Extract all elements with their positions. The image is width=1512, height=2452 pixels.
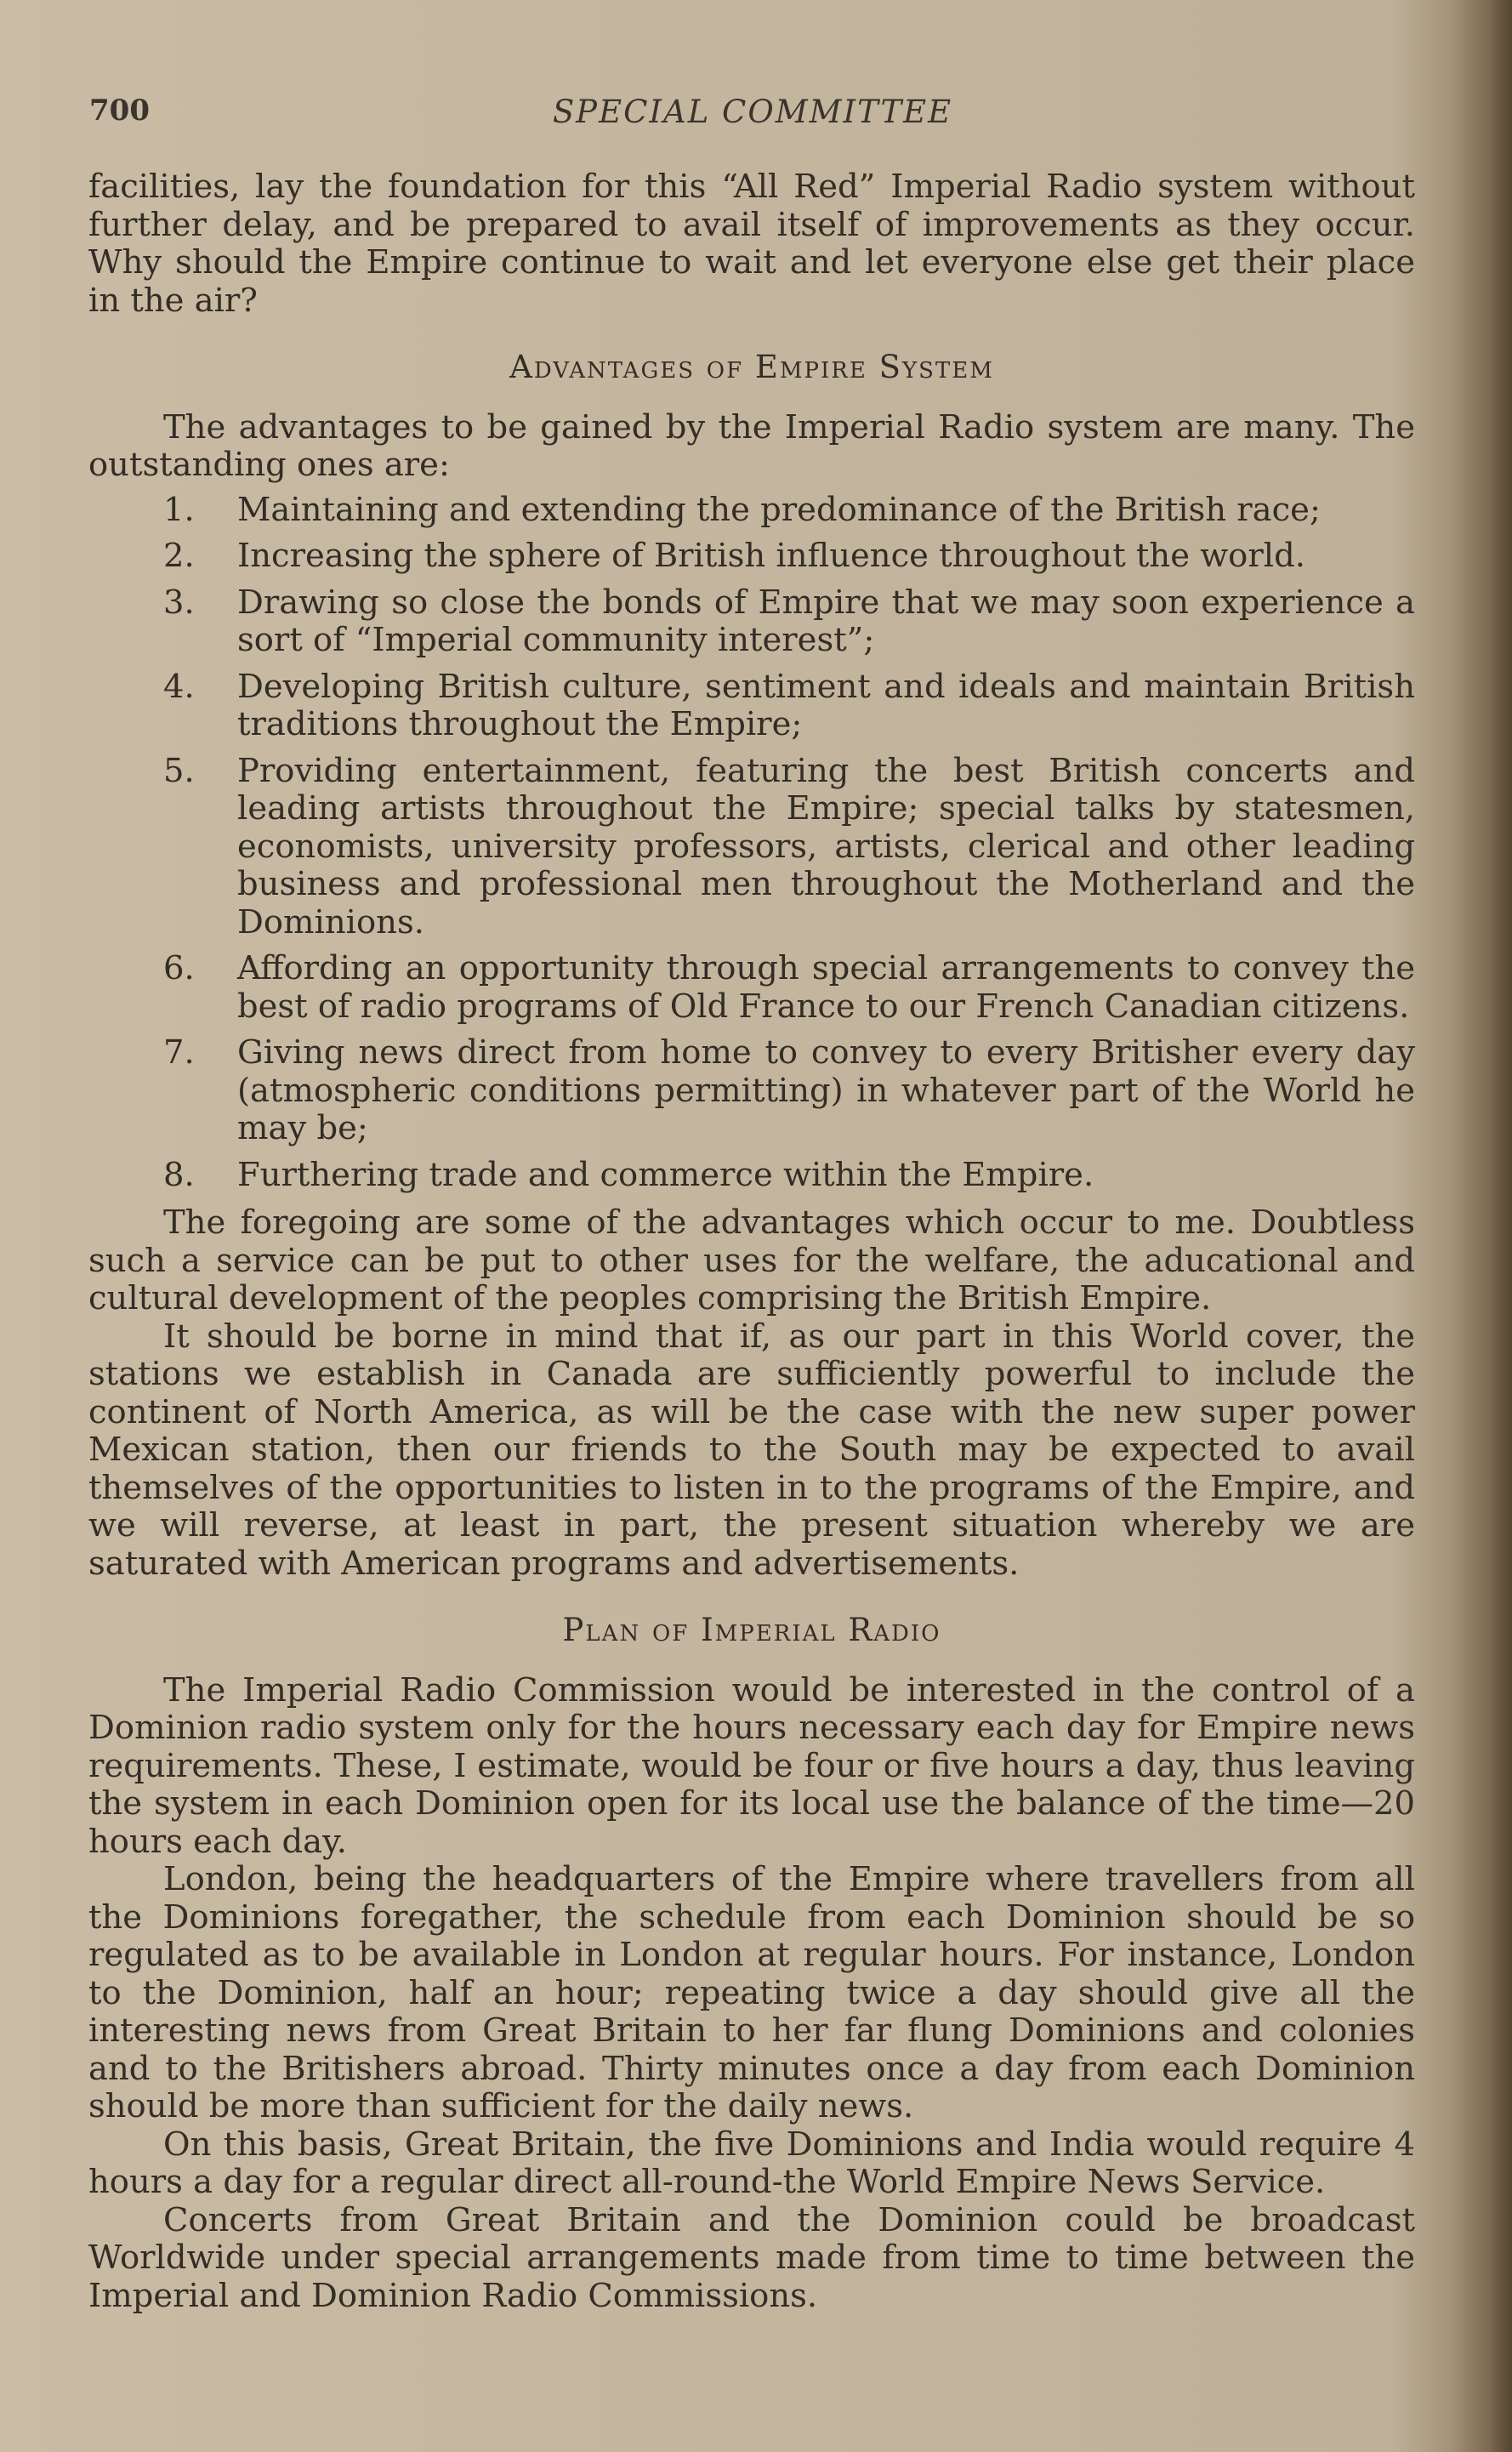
list-item (88, 950, 1415, 1026)
list-item (88, 492, 1415, 530)
plan-paragraph-2: London, being the headquarters of the Empire where travellers from all the Dominions foregather, the schedule from each Dominion should be so regulated as to be available in London at regular hours. For instance, London to the Dominion, half an hour; repeating twice a day should give all the interesting news from Great Britain to her far flung Dominions and colonies and to the Britishers abroad. Thirty minutes once a day from each Dominion should be more than sufficient for the daily news. (88, 1860, 1415, 2125)
list-item-number: 4. (163, 667, 195, 706)
page-number: 700 (89, 94, 150, 128)
plan-paragraph-4: Concerts from Great Britain and the Dominion could be broadcast Worldwide under special arrangements made from time to time between the Imperial and Dominion Radio Commissions. (88, 2200, 1415, 2315)
list-item-number: 6. (163, 949, 195, 987)
list-item (88, 668, 1415, 744)
list-item-text: Developing British culture, sentiment and ideals and maintain British traditions throughout the Empire; (237, 667, 1415, 743)
list-item-number: 5. (163, 751, 195, 790)
section-heading-plan: Plan of Imperial Radio (562, 1612, 941, 1648)
list-item-number: 1. (163, 490, 195, 529)
list-item (88, 1034, 1415, 1148)
opening-paragraph: facilities, lay the foundation for this “All Red” Imperial Radio system without further delay, and be prepared to avail itself of improvements as they occur. Why should the Empire continue to wait and let everyone else get their place in the air? (88, 168, 1415, 320)
list-item-text: Increasing the sphere of British influence throughout the world. (237, 537, 1305, 575)
plan-paragraph-1: The Imperial Radio Commission would be interested in the control of a Dominion radio system only for the hours necessary each day for Empire news requirements. These, I estimate, would be four or five hours a day, thus leaving the system in each Dominion open for its local use the balance of the time—20 hours each day. (88, 1670, 1415, 1861)
list-item-text: Providing entertainment, featuring the best British concerts and leading artists throughout the Empire; special talks by statesmen, economists, university professors, artists, clerical and other leading business and professional men throughout the Motherland and the Dominions. (237, 751, 1415, 942)
page-edge-shadow (1452, 0, 1512, 2452)
list-item (88, 538, 1415, 576)
advantages-list (88, 492, 1415, 1195)
list-item-number: 7. (163, 1033, 195, 1072)
list-item-text: Drawing so close the bonds of Empire that we may soon experience a sort of “Imperial community interest”; (237, 583, 1415, 659)
list-item (88, 584, 1415, 660)
list-item-text: Affording an opportunity through special arrangements to convey the best of radio programs of Old France to our French Canadian citizens. (237, 949, 1415, 1026)
list-item (88, 753, 1415, 942)
list-item-text: Maintaining and extending the predominance of the British race; (237, 490, 1321, 529)
list-item (88, 1157, 1415, 1195)
page-body (88, 168, 1415, 2315)
page-header (89, 94, 1416, 136)
list-item-number: 8. (163, 1155, 195, 1194)
advantages-paragraph-2: It should be borne in mind that if, as our part in this World cover, the stations we establish in Canada are sufficiently powerful to include the continent of North America, as will be the case with the new super power Mexican station, then our friends to the South may be expected to avail themselves of the opportunities to listen in to the programs of the Empire, and we will reverse, at least in part, the present situation whereby we are saturated with American programs and advertisements. (88, 1317, 1415, 1583)
running-head: SPECIAL COMMITTEE (552, 94, 953, 130)
advantages-paragraph-1: The foregoing are some of the advantages which occur to me. Doubtless such a service can be put to other uses for the welfare, the aducational and cultural development of the peoples comprising the British Empire. (88, 1203, 1415, 1317)
advantages-intro: The advantages to be gained by the Imperial Radio system are many. The outstanding ones are: (88, 407, 1415, 484)
list-item-text: Furthering trade and commerce within the Empire. (237, 1155, 1094, 1194)
list-item-number: 2. (163, 537, 195, 575)
section-heading-advantages: Advantages of Empire System (509, 349, 994, 385)
list-item-text: Giving news direct from home to convey to every Britisher every day (atmospheric conditions permitting) in whatever part of the World he may be; (237, 1033, 1415, 1147)
list-item-number: 3. (163, 583, 195, 622)
plan-paragraph-3: On this basis, Great Britain, the five Dominions and India would require 4 hours a day for a regular direct all-round-the World Empire News Service. (88, 2125, 1415, 2201)
